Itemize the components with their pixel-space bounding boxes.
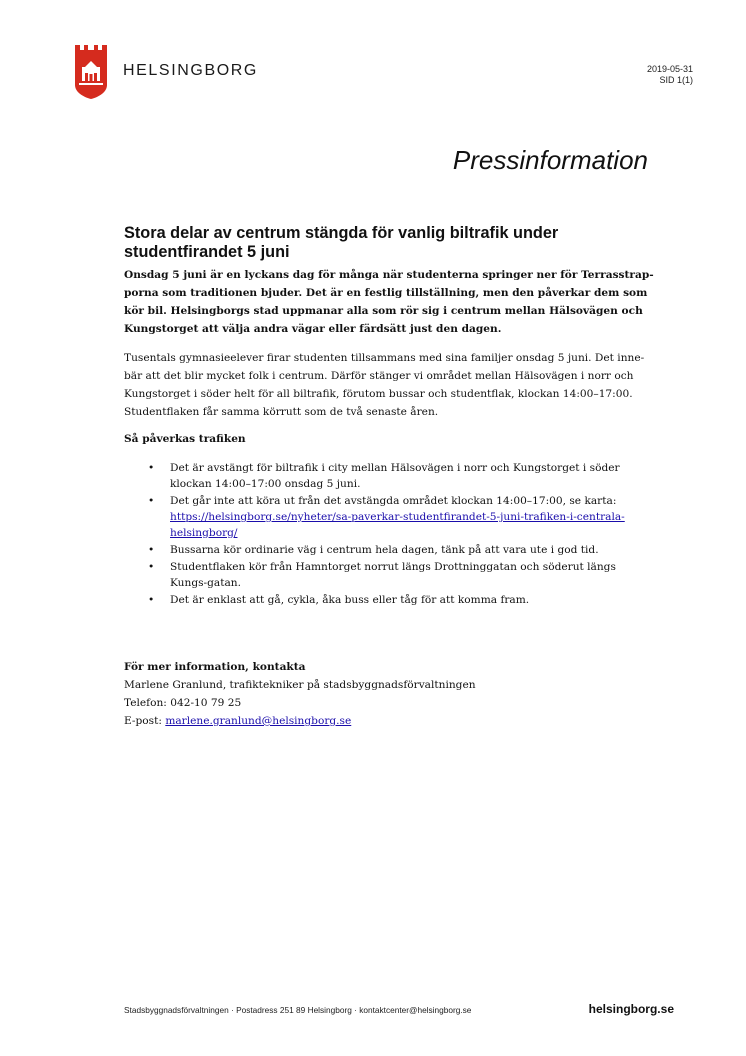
lead-paragraph: Onsdag 5 juni är en lyckans dag för många när studenterna springer ner för Terrasstrap-porna som traditionen bjuder. Det är en festlig tillställning, men den påverkar dem som kör bil. Helsingborgs stad uppmanar alla som rör sig i centrum mellan Hälsovägen och Kungstorget att välja andra vägar eller färdsätt just den dagen.: [124, 269, 654, 335]
contact-block: [124, 658, 624, 730]
list-item-text: Bussarna kör ordinarie väg i centrum hela dagen, tänk på att vara ute i god tid.: [170, 544, 599, 556]
map-link[interactable]: https://helsingborg.se/nyheter/sa-paverkar-studentfirandet-5-juni-trafiken-i-centrala-helsingborg/: [170, 511, 625, 539]
bullet-icon: •: [148, 462, 155, 474]
document-date: 2019-05-31: [646, 64, 693, 74]
bullet-icon: •: [148, 561, 155, 573]
phone-number: 042-10 79 25: [170, 697, 242, 709]
traffic-list: [124, 460, 654, 609]
footer-website[interactable]: helsingborg.se: [588, 1002, 674, 1016]
footer-address: Stadsbyggnadsförvaltningen · Postadress 251 89 Helsingborg · kontaktcenter@helsingborg.se: [124, 1005, 472, 1015]
bullet-icon: •: [148, 544, 155, 556]
list-item-text: Det är enklast att gå, cykla, åka buss eller tåg för att komma fram.: [170, 594, 530, 606]
phone-label: Telefon:: [124, 697, 167, 709]
list-item: [124, 592, 654, 608]
document-meta: [647, 64, 693, 86]
list-item-text: Studentflaken kör från Hamntorget norrut längs Drottninggatan och söderut längs Kungs-gatan.: [170, 561, 616, 589]
contact-email-row: [124, 712, 624, 730]
helsingborg-crest-icon: [73, 43, 109, 99]
contact-name: Marlene Granlund, trafiktekniker på stadsbyggnadsförvaltningen: [124, 679, 476, 691]
bullet-icon: •: [148, 594, 155, 606]
page-title: Stora delar av centrum stängda för vanlig biltrafik under studentfirandet 5 juni: [124, 224, 559, 261]
document-type: Pressinformation: [452, 145, 648, 175]
page-number: SID 1(1): [659, 75, 693, 85]
list-item: [124, 493, 654, 541]
section-heading: Så påverkas trafiken: [124, 433, 246, 445]
body-paragraph: Tusentals gymnasieelever firar studenten tillsammans med sina familjer onsdag 5 juni. Det inne-bär att det blir mycket folk i centrum. Därför stänger vi området mellan Hälsovägen i norr och Kungstorget i söder helt för all biltrafik, förutom bussar och studentflak, klockan 14:00–17:00. Studentflaken får samma körrutt som de två senaste åren.: [124, 352, 645, 418]
list-item-text: Det går inte att köra ut från det avstängda området klockan 14:00–17:00, se karta:: [170, 495, 617, 507]
brand-wordmark: HELSINGBORG: [123, 62, 258, 79]
contact-phone-row: [124, 694, 624, 712]
email-link[interactable]: marlene.granlund@helsingborg.se: [165, 715, 352, 727]
list-item: [124, 559, 654, 591]
list-item: [124, 460, 654, 492]
email-label: E-post:: [124, 715, 162, 727]
list-item-text: Det är avstängt för biltrafik i city mellan Hälsovägen i norr och Kungstorget i söder klockan 14:00–17:00 onsdag 5 juni.: [170, 462, 620, 490]
bullet-icon: •: [148, 495, 155, 507]
contact-heading: För mer information, kontakta: [124, 661, 306, 673]
list-item: [124, 542, 654, 558]
